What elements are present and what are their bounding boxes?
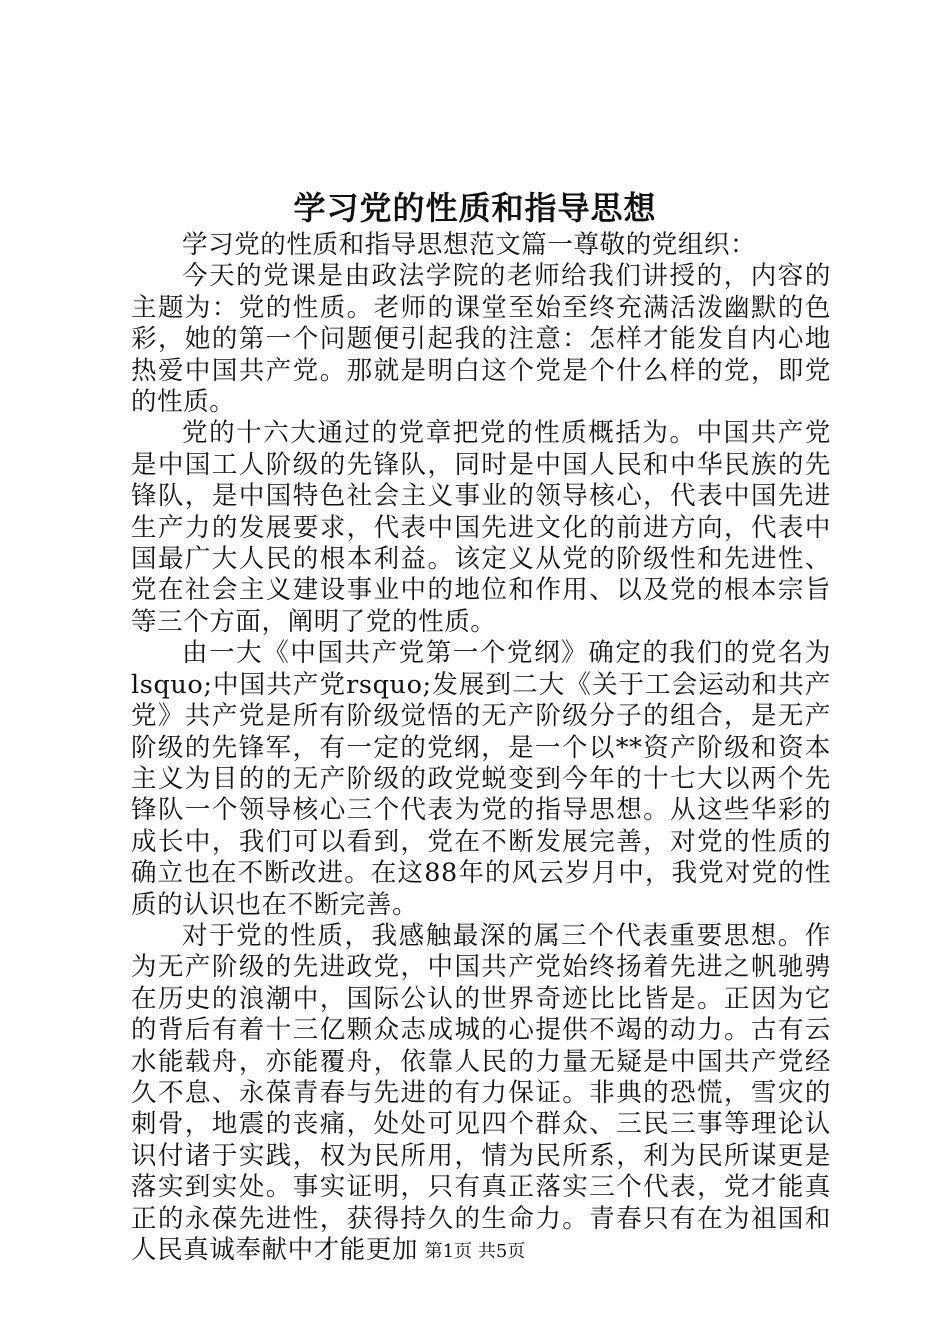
body-paragraph: 今天的党课是由政法学院的老师给我们讲授的，内容的主题为：党的性质。老师的课堂至始至终充满活泼幽默的色彩，她的第一个问题便引起我的注意：怎样才能发自内心地热爱中国共产党。那就是明白这个党是个什么样的党，即党的性质。 xyxy=(131,261,831,418)
document-title: 学习党的性质和指导思想 xyxy=(293,189,657,227)
document-body xyxy=(131,230,831,1266)
body-paragraph: 学习党的性质和指导思想范文篇一尊敬的党组织： xyxy=(182,230,757,260)
page-number-footer: 第1页 共5页 xyxy=(424,1241,526,1262)
body-paragraph: 对于党的性质，我感触最深的属三个代表重要思想。作为无产阶级的先进政党，中国共产党始终扬着先进之帆驰骋在历史的浪潮中，国际公认的世界奇迹比比皆是。正因为它的背后有着十三亿颗众志成城的心提供不竭的动力。古有云水能载舟，亦能覆舟，依靠人民的力量无疑是中国共产党经久不息、永葆青春与先进的有力保证。非典的恐慌，雪灾的刺骨，地震的丧痛，处处可见四个群众、三民三事等理论认识付诸于实践，权为民所用，情为民所系，利为民所谋更是落实到实处。事实证明，只有真正落实三个代表，党才能真正的永葆先进性，获得持久的生命力。青春只有在为祖国和人民真诚奉献中才能更加 xyxy=(131,920,831,1265)
body-paragraph: 党的十六大通过的党章把党的性质概括为。中国共产党是中国工人阶级的先锋队，同时是中国人民和中华民族的先锋队，是中国特色社会主义事业的领导核心，代表中国先进生产力的发展要求，代表中国先进文化的前进方向，代表中国最广大人民的根本利益。该定义从党的阶级性和先进性、党在社会主义建设事业中的地位和作用、以及党的根本宗旨等三个方面，阐明了党的性质。 xyxy=(131,418,831,637)
body-paragraph: 由一大《中国共产党第一个党纲》确定的我们的党名为lsquo;中国共产党rsquo;发展到二大《关于工会运动和共产党》共产党是所有阶级觉悟的无产阶级分子的组合，是无产阶级的先锋军，有一定的党纲，是一个以**资产阶级和资本主义为目的的无产阶级的政党蜕变到今年的十七大以两个先锋队一个领导核心三个代表为党的指导思想。从这些华彩的成长中，我们可以看到，党在不断发展完善，对党的性质的确立也在不断改进。在这88年的风云岁月中，我党对党的性质的认识也在不断完善。 xyxy=(131,638,831,920)
